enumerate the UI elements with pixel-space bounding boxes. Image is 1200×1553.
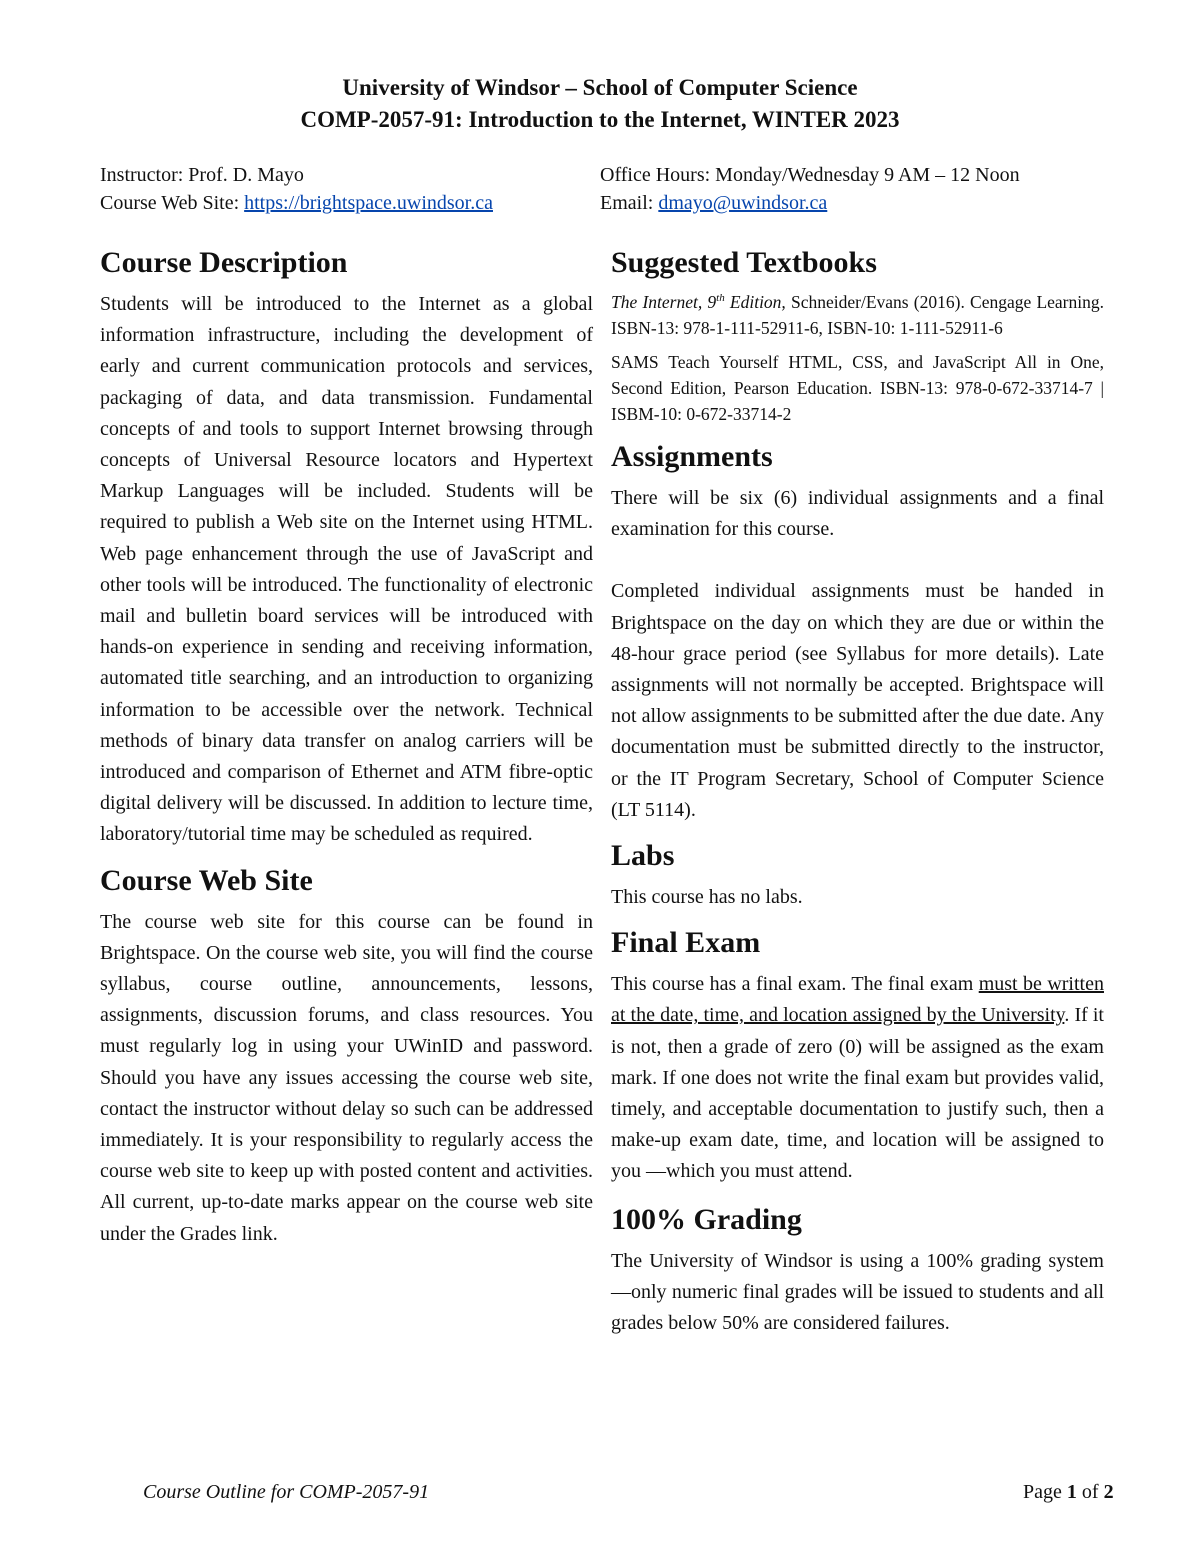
header-university: University of Windsor – School of Computer Science (342, 75, 858, 100)
textbooks-heading: Suggested Textbooks (611, 246, 877, 279)
course-web-site-text: The course web site for this course can be found in Brightspace. On the course web site, you will find the course syllabus, course outline, announcements, lessons, assignments, discussion forums, and class resources. You must regularly log in using your UWinID and password. Should you have any issues accessing the course web site, contact the instructor without delay so such can be addressed immediately. It is your responsibility to regularly access the course web site to keep up with posted content and activities. All current, up-to-date marks appear on the course web site under the Grades link. (100, 910, 593, 1245)
info-left (100, 161, 493, 217)
course-web-site-heading: Course Web Site (100, 863, 313, 897)
website-line (100, 189, 493, 217)
info-right (600, 161, 1020, 217)
assignments-heading: Assignments (611, 440, 773, 473)
grading-text: The University of Windsor is using a 100% grading system —only numeric final grades will be issued to students and all grades below 50% are considered failures. (611, 1249, 1104, 1335)
office-hours-line: Office Hours: Monday/Wednesday 9 AM – 12 Noon (600, 164, 1020, 186)
textbook-1: The Internet, 9th Edition, Schneider/Evans (2016). Cengage Learning. ISBN-13: 978-1-111-52911-6, ISBN-10: 1-111-52911-6 (611, 292, 1104, 338)
website-label: Course Web Site: (100, 192, 245, 214)
course-description-text: Students will be introduced to the Internet as a global information infrastructure, including the development of early and current communication protocols and services, packaging of data, and data transmission. Fundamental concepts of and tools to support Internet browsing through concepts of Universal Resource locators and Hypertext Markup Languages will be included. Students will be required to publish a Web site on the Internet using HTML. Web page enhancement through the use of JavaScript and other tools will be introduced. The functionality of electronic mail and bulletin board services will be introduced with hands-on experience in sending and receiving information, automated title searching, and an introduction to organizing information to be accessible over the network. Technical methods of binary data transfer on analog carriers will be introduced and comparison of Ethernet and ATM fibre-optic digital delivery will be discussed. In addition to lecture time, laboratory/tutorial time may be scheduled as required. (100, 293, 593, 846)
instructor-line: Instructor: Prof. D. Mayo (100, 164, 304, 186)
website-link[interactable]: https://brightspace.uwindsor.ca (244, 192, 493, 214)
grading-heading: 100% Grading (611, 1202, 802, 1236)
textbook-1-title: The Internet, 9th Edition, (611, 292, 786, 312)
left-column (100, 243, 593, 1250)
labs-heading: Labs (611, 839, 675, 873)
textbook-2: SAMS Teach Yourself HTML, CSS, and JavaScript All in One, Second Edition, Pearson Education. ISBN-13: 978-0-672-33714-7 | ISBM-10: 0-672-33714-2 (611, 352, 1104, 424)
labs-text: This course has no labs. (611, 886, 803, 909)
email-line (600, 189, 1020, 217)
final-exam-text: This course has a final exam. The final exam must be written at the date, time, and location assigned by the University. If it is not, then a grade of zero (0) will be assigned as the exam mark. If one does not write the final exam but provides valid, timely, and acceptable documentation to justify such, then a make-up exam date, time, and location will be assigned to you —which you must attend. (611, 973, 1104, 1183)
email-label: Email: (600, 192, 659, 214)
assignments-para-1: There will be six (6) individual assignments and a final examination for this course. (611, 487, 1104, 541)
email-link[interactable]: dmayo@uwindsor.ca (658, 192, 828, 214)
assignments-para-2: Completed individual assignments must be handed in Brightspace on the day on which they are due or within the 48-hour grace period (see Syllabus for more details). Late assignments will not normally be accepted. Brightspace will not allow assignments to be submitted after the due date. Any documentation must be submitted directly to the instructor, or the IT Program Secretary, School of Computer Science (LT 5114). (611, 580, 1104, 821)
course-description-heading: Course Description (100, 246, 348, 279)
right-column (611, 243, 1104, 1339)
final-exam-heading: Final Exam (611, 926, 761, 960)
final-exam-underlined: must be written at the date, time, and location assigned by the University (611, 973, 1104, 1027)
header-course-title: COMP-2057-91: Introduction to the Internet, WINTER 2023 (300, 107, 900, 132)
document-header (0, 72, 1200, 136)
footer-page-number: Page 1 of 2 (1023, 1481, 1114, 1503)
footer-course-outline: Course Outline for COMP-2057-91 (143, 1481, 430, 1503)
